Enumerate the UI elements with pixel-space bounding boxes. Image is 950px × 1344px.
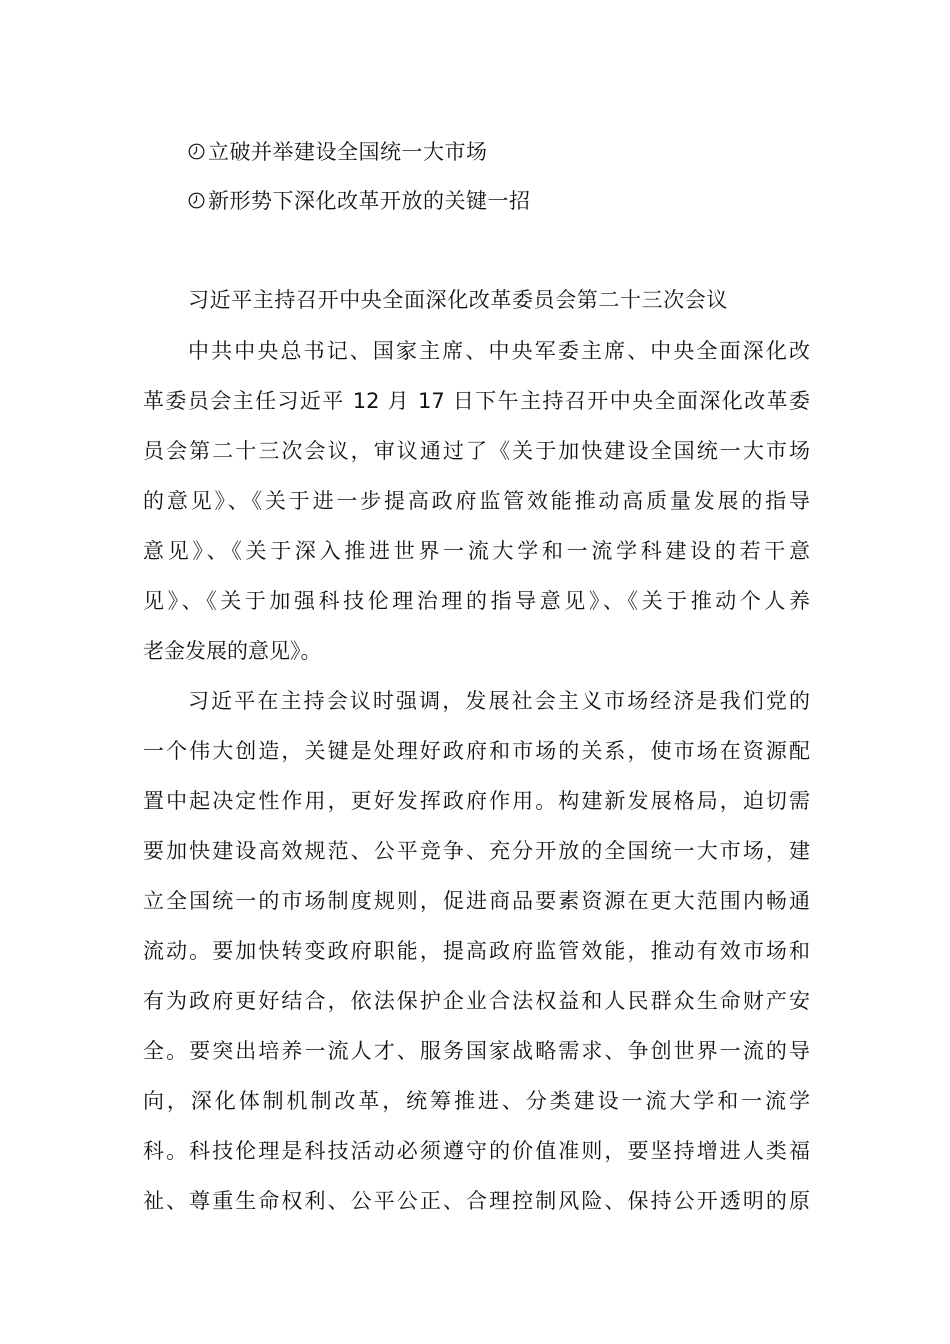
paragraph-line: 意见》、《关于深入推进世界一流大学和一流学科建设的若干意: [143, 539, 810, 563]
paragraph-line: 员会第二十三次会议，审议通过了《关于加快建设全国统一大市场: [143, 439, 810, 463]
paragraph-line: 一个伟大创造，关键是处理好政府和市场的关系，使市场在资源配: [143, 739, 810, 763]
bullet-text: 新形势下深化改革开放的关键一招: [208, 189, 531, 213]
paragraph-line: 向，深化体制机制改革，统筹推进、分类建设一流大学和一流学: [143, 1089, 810, 1113]
paragraph-line: 要加快建设高效规范、公平竞争、充分开放的全国统一大市场，建: [143, 839, 810, 863]
paragraph-line: 习近平在主持会议时强调，发展社会主义市场经济是我们党的: [188, 689, 810, 713]
clock-icon: [188, 143, 205, 160]
paragraph-line: 祉、尊重生命权利、公平公正、合理控制风险、保持公开透明的原: [143, 1189, 810, 1213]
clock-icon: [188, 192, 205, 209]
paragraph-line: 中共中央总书记、国家主席、中央军委主席、中央全面深化改: [188, 339, 810, 363]
bullet-text: 立破并举建设全国统一大市场: [208, 140, 488, 164]
paragraph-line: 全。要突出培养一流人才、服务国家战略需求、争创世界一流的导: [143, 1039, 810, 1063]
paragraph-line: 有为政府更好结合，依法保护企业合法权益和人民群众生命财产安: [143, 989, 810, 1013]
paragraph-line: 见》、《关于加强科技伦理治理的指导意见》、《关于推动个人养: [143, 589, 810, 613]
paragraph-line: 革委员会主任习近平 12 月 17 日下午主持召开中央全面深化改革委: [143, 389, 810, 413]
paragraph-line: 科。科技伦理是科技活动必须遵守的价值准则，要坚持增进人类福: [143, 1139, 810, 1163]
bullet-item: [188, 136, 488, 166]
article-heading: 习近平主持召开中央全面深化改革委员会第二十三次会议: [188, 288, 728, 312]
paragraph-line: 置中起决定性作用，更好发挥政府作用。构建新发展格局，迫切需: [143, 789, 810, 813]
paragraph-line: 流动。要加快转变政府职能，提高政府监管效能，推动有效市场和: [143, 939, 810, 963]
paragraph-line: 立全国统一的市场制度规则，促进商品要素资源在更大范围内畅通: [143, 889, 810, 913]
paragraph-line: 的意见》、《关于进一步提高政府监管效能推动高质量发展的指导: [143, 489, 810, 513]
paragraph-line: 老金发展的意见》。: [143, 639, 322, 663]
bullet-item: [188, 185, 531, 215]
